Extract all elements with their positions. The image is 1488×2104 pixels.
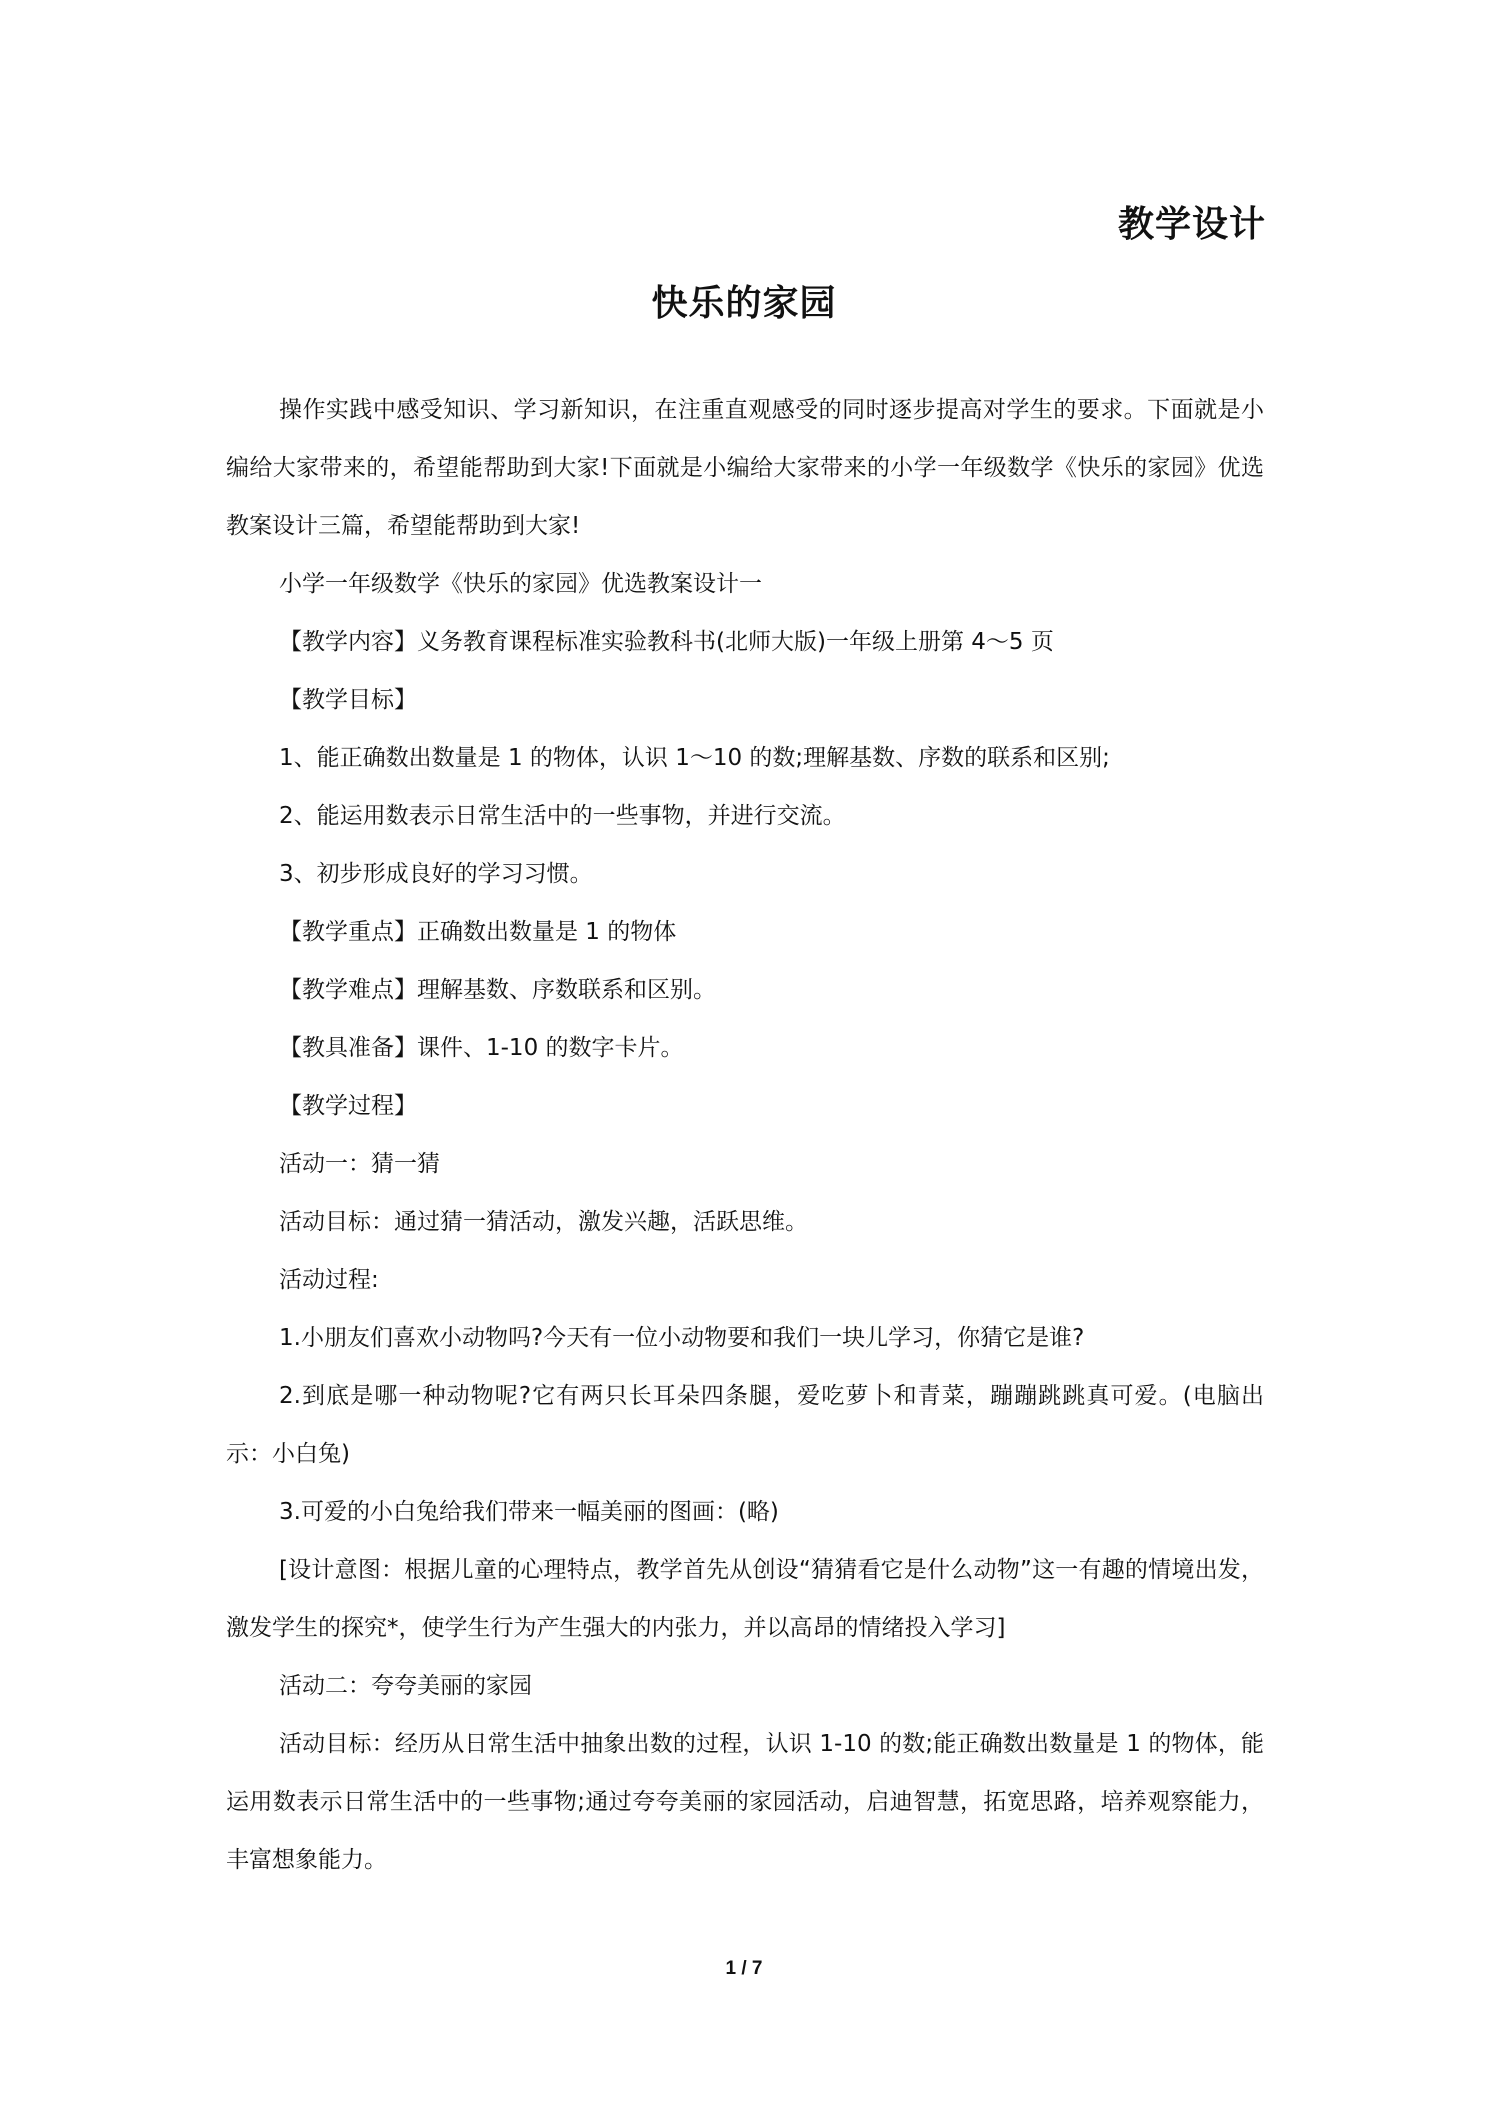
paragraph: 3、初步形成良好的学习习惯。 <box>279 861 593 887</box>
paragraph: 小学一年级数学《快乐的家园》优选教案设计一 <box>279 571 762 597</box>
paragraph: [设计意图：根据儿童的心理特点，教学首先从创设“猜猜看它是什么动物”这一有趣的情境出发，激发学生的探究*，使学生行为产生强大的内张力，并以高昂的情绪投入学习] <box>226 1557 1264 1641</box>
paragraph: 2.到底是哪一种动物呢?它有两只长耳朵四条腿，爱吃萝卜和青菜，蹦蹦跳跳真可爱。(电脑出示：小白兔) <box>226 1383 1264 1467</box>
paragraph: 【教具准备】课件、1-10 的数字卡片。 <box>279 1035 684 1061</box>
paragraph: 【教学过程】 <box>279 1093 417 1119</box>
paragraph: 3.可爱的小白兔给我们带来一幅美丽的图画：(略) <box>279 1499 779 1525</box>
paragraph: 1.小朋友们喜欢小动物吗?今天有一位小动物要和我们一块儿学习，你猜它是谁? <box>279 1325 1085 1351</box>
paragraph: 活动二：夸夸美丽的家园 <box>279 1673 532 1699</box>
paragraph: 活动过程: <box>279 1267 379 1293</box>
paragraph: 操作实践中感受知识、学习新知识，在注重直观感受的同时逐步提高对学生的要求。下面就是小编给大家带来的，希望能帮助到大家!下面就是小编给大家带来的小学一年级数学《快乐的家园》优选教案设计三篇，希望能帮助到大家! <box>226 397 1264 539</box>
paragraph: 活动目标：经历从日常生活中抽象出数的过程，认识 1-10 的数;能正确数出数量是 1 的物体，能运用数表示日常生活中的一些事物;通过夸夸美丽的家园活动，启迪智慧，拓宽思路，培养观察能力，丰富想象能力。 <box>226 1731 1264 1873</box>
paragraph: 【教学重点】正确数出数量是 1 的物体 <box>279 919 677 945</box>
paragraph: 活动一：猜一猜 <box>279 1151 440 1177</box>
paragraph: 1、能正确数出数量是 1 的物体，认识 1～10 的数;理解基数、序数的联系和区别; <box>279 745 1110 771</box>
paragraph: 2、能运用数表示日常生活中的一些事物，并进行交流。 <box>279 803 846 829</box>
paragraph: 【教学难点】理解基数、序数联系和区别。 <box>279 977 716 1003</box>
paragraph: 活动目标：通过猜一猜活动，激发兴趣，活跃思维。 <box>279 1209 808 1235</box>
document-title: 快乐的家园 <box>651 283 837 324</box>
paragraph: 【教学目标】 <box>279 687 417 713</box>
paragraph: 【教学内容】义务教育课程标准实验教科书(北师大版)一年级上册第 4～5 页 <box>279 629 1054 655</box>
document-body <box>226 381 1264 1889</box>
page-number: 1 / 7 <box>725 1958 763 1979</box>
header-label: 教学设计 <box>1117 204 1266 245</box>
